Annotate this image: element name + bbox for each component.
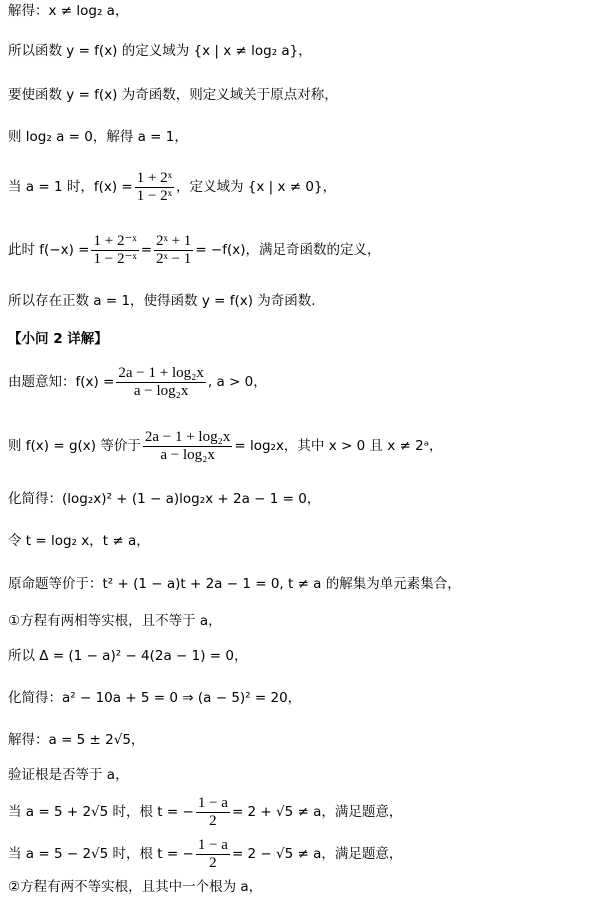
text-line-15 (8, 647, 612, 665)
line-5-suffix: ，定义域为 {x | x ≠ 0}， (176, 179, 337, 195)
line-20-prefix: 当 a = 5 − 2√5 时，根 t = − (8, 846, 194, 862)
fraction-root-2 (196, 837, 230, 872)
fraction-denominator: 1 − 2⁻ˣ (93, 250, 137, 267)
text-line-10 (8, 424, 612, 468)
text-line-4 (8, 128, 612, 146)
fraction-denominator: 2 (209, 854, 217, 871)
fraction-numerator: 1 − a (197, 836, 228, 853)
fraction-numerator: 2a − 1 + log₂x (144, 428, 231, 445)
text-line-17 (8, 731, 612, 749)
fraction-denominator: 2 (209, 812, 217, 829)
text-line-18 (8, 766, 612, 784)
line-9-suffix: , a > 0， (207, 374, 267, 390)
line-3-text: 要使函数 y = f(x) 为奇函数，则定义域关于原点对称， (8, 87, 338, 103)
line-20-suffix: = 2 − √5 ≠ a，满足题意， (231, 846, 403, 862)
fraction-numerator: 1 + 2ˣ (136, 169, 173, 186)
line-4-text: 则 log₂ a = 0，解得 a = 1， (8, 129, 188, 145)
fraction-numerator: 1 + 2⁻ˣ (93, 232, 137, 249)
fraction-denominator: a − log₂x (160, 446, 215, 463)
fraction-numerator: 2ˣ + 1 (156, 232, 192, 249)
equals-sign: = (140, 242, 153, 258)
fraction-denominator: 2ˣ − 1 (156, 250, 192, 267)
fraction-numerator: 1 − a (197, 794, 228, 811)
section-heading (8, 330, 612, 348)
text-line-3 (8, 86, 612, 104)
fraction-equivalence (143, 429, 232, 464)
text-line-19 (8, 792, 612, 832)
section-heading-text: 【小问 2 详解】 (8, 331, 108, 347)
line-12-text: 令 t = log₂ x，t ≠ a， (8, 533, 150, 549)
text-line-6 (8, 230, 612, 270)
text-line-2 (8, 42, 612, 60)
line-19-suffix: = 2 + √5 ≠ a，满足题意， (231, 804, 403, 820)
line-6-prefix: 此时 f(−x) = (8, 242, 90, 258)
line-14-text: ①方程有两相等实根，且不等于 a， (8, 613, 222, 629)
fraction-f-neg-x-1 (91, 233, 138, 268)
line-6-suffix: = −f(x)，满足奇函数的定义， (195, 242, 381, 258)
line-11-text: 化简得：(log₂x)² + (1 − a)log₂x + 2a − 1 = 0， (8, 491, 321, 507)
text-line-7 (8, 292, 612, 310)
line-5-prefix: 当 a = 1 时，f(x) = (8, 179, 133, 195)
line-16-text: 化简得：a² − 10a + 5 = 0 ⇒ (a − 5)² = 20， (8, 690, 302, 706)
text-line-21 (8, 878, 612, 896)
line-10-prefix: 则 f(x) = g(x) 等价于 (8, 438, 141, 454)
text-line-11 (8, 490, 612, 508)
text-line-14 (8, 612, 612, 630)
line-9-prefix: 由题意知：f(x) = (8, 374, 115, 390)
line-10-suffix: = log₂x，其中 x > 0 且 x ≠ 2ᵃ， (234, 438, 443, 454)
line-13-text: 原命题等价于：t² + (1 − a)t + 2a − 1 = 0, t ≠ a 的解集为单元素集合， (8, 576, 461, 592)
fraction-denominator: 1 − 2ˣ (136, 187, 173, 204)
fraction-f-x (135, 170, 174, 205)
text-line-9 (8, 360, 612, 404)
text-line-20 (8, 834, 612, 874)
text-line-16 (8, 689, 612, 707)
line-21-text: ②方程有两不等实根，且其中一个根为 a， (8, 879, 263, 895)
line-7-text: 所以存在正数 a = 1，使得函数 y = f(x) 为奇函数. (8, 293, 316, 309)
text-line-12 (8, 532, 612, 550)
line-1-text: 解得：x ≠ log₂ a， (8, 3, 129, 19)
fraction-denominator: a − log₂x (133, 382, 189, 399)
text-line-13 (8, 575, 612, 593)
line-2-text: 所以函数 y = f(x) 的定义域为 {x | x ≠ log₂ a}， (8, 43, 312, 59)
text-line-1 (8, 2, 612, 20)
line-15-text: 所以 Δ = (1 − a)² − 4(2a − 1) = 0， (8, 648, 248, 664)
line-18-text: 验证根是否等于 a， (8, 767, 129, 783)
fraction-f-x-log (116, 365, 205, 400)
line-19-prefix: 当 a = 5 + 2√5 时，根 t = − (8, 804, 194, 820)
fraction-root-1 (196, 795, 230, 830)
line-17-text: 解得：a = 5 ± 2√5， (8, 732, 145, 748)
text-line-5 (8, 167, 612, 207)
fraction-numerator: 2a − 1 + log₂x (118, 364, 204, 381)
fraction-f-neg-x-2 (154, 233, 193, 268)
